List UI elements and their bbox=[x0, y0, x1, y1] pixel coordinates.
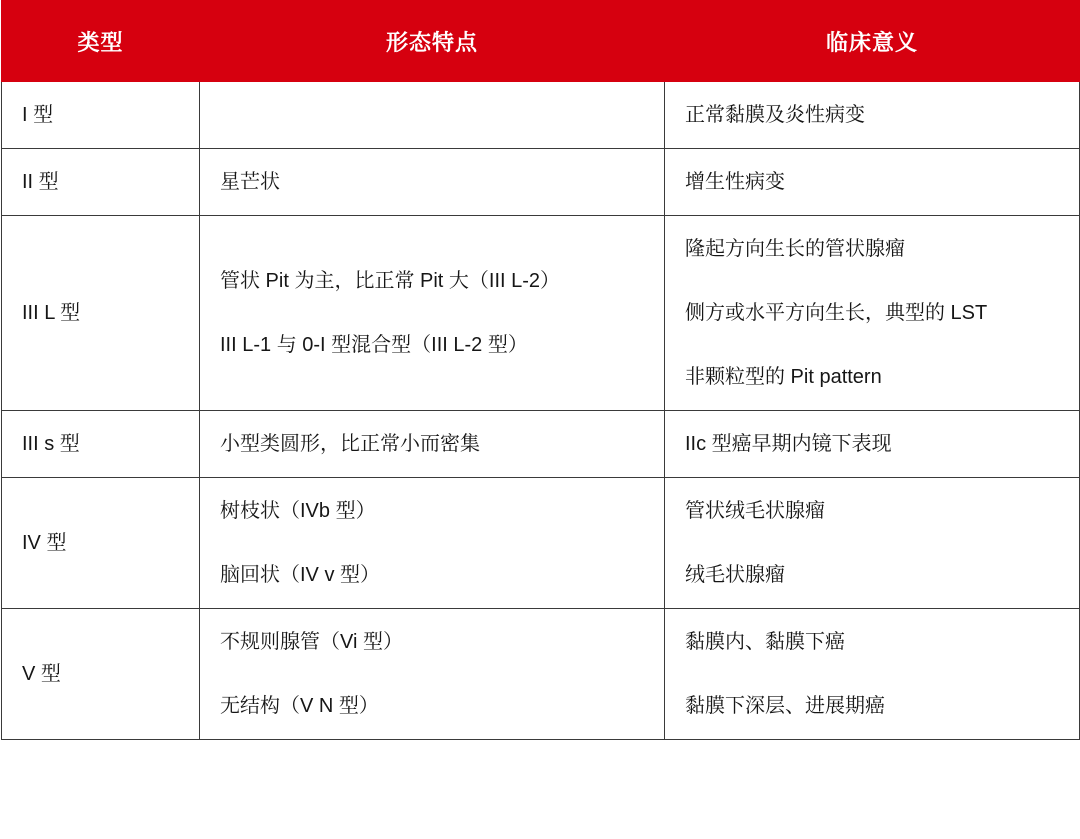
cell-type: I 型 bbox=[2, 82, 200, 149]
cell-clinical-line: 正常黏膜及炎性病变 bbox=[685, 104, 865, 126]
cell-morphology bbox=[200, 82, 665, 149]
table-row bbox=[2, 149, 1080, 216]
cell-clinical-line: 黏膜内、黏膜下癌 bbox=[685, 631, 845, 653]
cell-type: V 型 bbox=[2, 609, 200, 740]
table-row bbox=[2, 478, 1080, 609]
cell-morphology bbox=[200, 478, 665, 609]
table-row bbox=[2, 609, 1080, 740]
table-header-row bbox=[2, 1, 1080, 82]
table-body bbox=[2, 82, 1080, 740]
cell-clinical-line: 黏膜下深层、进展期癌 bbox=[685, 695, 885, 717]
cell-clinical-line: 非颗粒型的 Pit pattern bbox=[685, 366, 882, 388]
cell-morphology bbox=[200, 149, 665, 216]
cell-clinical-line: 管状绒毛状腺瘤 bbox=[685, 500, 825, 522]
cell-type: III s 型 bbox=[2, 411, 200, 478]
cell-morphology bbox=[200, 216, 665, 411]
cell-clinical bbox=[665, 149, 1080, 216]
cell-morphology bbox=[200, 609, 665, 740]
table-header bbox=[2, 1, 1080, 82]
cell-clinical bbox=[665, 82, 1080, 149]
cell-type: IV 型 bbox=[2, 478, 200, 609]
cell-clinical-line: 隆起方向生长的管状腺瘤 bbox=[685, 238, 905, 260]
cell-morphology-line: 无结构（V N 型） bbox=[220, 695, 379, 717]
cell-clinical-line: 侧方或水平方向生长，典型的 LST bbox=[685, 302, 988, 324]
cell-morphology-line: 脑回状（IV v 型） bbox=[220, 564, 381, 586]
cell-morphology-line: 小型类圆形，比正常小而密集 bbox=[220, 433, 480, 455]
cell-clinical bbox=[665, 411, 1080, 478]
cell-clinical-line: 绒毛状腺瘤 bbox=[685, 564, 785, 586]
cell-clinical bbox=[665, 609, 1080, 740]
column-header-type: 类型 bbox=[2, 1, 200, 82]
cell-morphology-line: 不规则腺管（Vi 型） bbox=[220, 631, 403, 653]
table-row bbox=[2, 82, 1080, 149]
table-row bbox=[2, 411, 1080, 478]
cell-morphology-line bbox=[220, 102, 644, 128]
cell-morphology-line: III L-1 与 0-I 型混合型（III L-2 型） bbox=[220, 334, 528, 356]
table-row bbox=[2, 216, 1080, 411]
column-header-clinical: 临床意义 bbox=[665, 1, 1080, 82]
cell-clinical bbox=[665, 478, 1080, 609]
column-header-morphology: 形态特点 bbox=[200, 1, 665, 82]
cell-morphology-line: 管状 Pit 为主，比正常 Pit 大（III L-2） bbox=[220, 270, 561, 292]
cell-clinical-line: IIc 型癌早期内镜下表现 bbox=[685, 433, 892, 455]
cell-morphology-line: 星芒状 bbox=[220, 171, 280, 193]
cell-clinical-line: 增生性病变 bbox=[685, 171, 785, 193]
cell-morphology bbox=[200, 411, 665, 478]
cell-type: II 型 bbox=[2, 149, 200, 216]
cell-type: III L 型 bbox=[2, 216, 200, 411]
pit-pattern-table bbox=[1, 0, 1080, 740]
cell-clinical bbox=[665, 216, 1080, 411]
cell-morphology-line: 树枝状（IVb 型） bbox=[220, 500, 376, 522]
